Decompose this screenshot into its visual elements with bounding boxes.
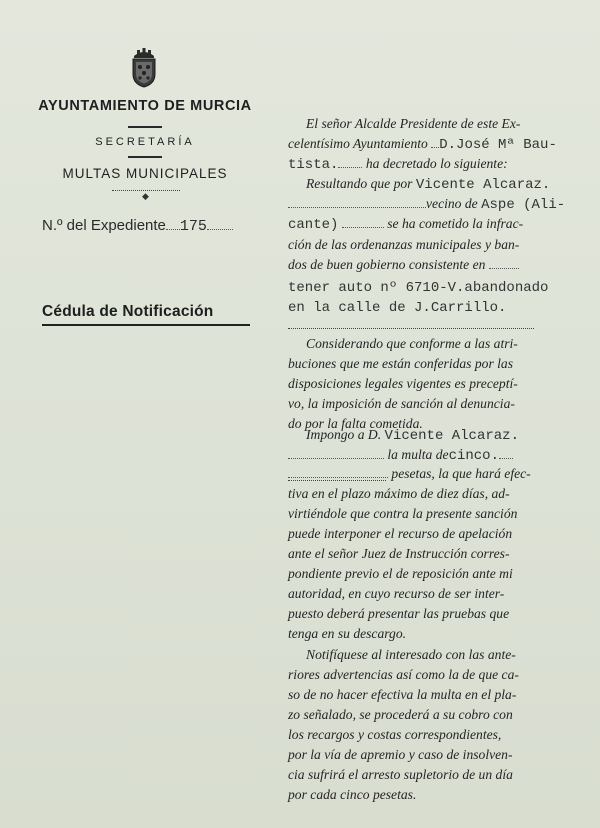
file-number-label: N.º del Expediente [42, 217, 166, 234]
typed-field-mayor: D.José Mª Bau- [439, 137, 557, 153]
body-line: tiva en el plazo máximo de diez días, ad- [288, 486, 510, 501]
coat-of-arms-icon [128, 46, 160, 88]
body-line: do por la falta cometida. [288, 416, 423, 431]
typed-field-residence: Aspe (Ali- [481, 197, 566, 213]
typed-field-offense: tener auto nº 6710-V.abandonado [288, 280, 549, 296]
file-number-line [42, 217, 233, 235]
body-line: vo, la imposición de sanción al denuncia- [288, 396, 515, 411]
body-line: pesetas, la que hará efec- [288, 466, 531, 482]
body-line: puede interponer el recurso de apelación [288, 526, 513, 541]
body-line: riores advertencias así como la de que ca- [288, 667, 519, 682]
typed-field-fined-person: Vicente Alcaraz. [384, 428, 519, 444]
municipality-title: AYUNTAMIENTO DE MURCIA [38, 98, 252, 114]
body-line: la multa decinco. [288, 447, 513, 464]
document-title: Cédula de Notificación [42, 303, 214, 320]
body-line: por la vía de apremio y caso de insolven- [288, 747, 513, 762]
title-underline [42, 324, 250, 326]
body-line: cia sufrirá el arresto supletorio de un día [288, 767, 513, 782]
body-line: Notifíquese al interesado con las ante- [306, 647, 516, 662]
body-line: zo señalado, se procederá a su cobro con [288, 707, 513, 722]
body-line: Resultando que por Vicente Alcaraz. [306, 176, 551, 193]
body-line: tista. ha decretado lo siguiente: [288, 156, 508, 173]
divider [128, 156, 162, 158]
body-line: ción de las ordenanzas municipales y ban- [288, 237, 520, 252]
body-line: los recargos y costas correspondientes, [288, 727, 502, 742]
body-line: buciones que me están conferidas por las [288, 356, 514, 371]
file-number-value: 175 [179, 218, 207, 235]
typed-field-offender: Vicente Alcaraz. [415, 177, 551, 193]
body-line: dos de buen gobierno consistente en [288, 257, 519, 273]
dotted-line [288, 328, 534, 329]
body-line: Impongo a D. Vicente Alcaraz. [306, 427, 519, 444]
body-line: virtiéndole que contra la presente sanción [288, 506, 518, 521]
body-line: El señor Alcalde Presidente de este Ex- [306, 116, 521, 131]
body-line: cante) se ha cometido la infrac- [288, 216, 524, 233]
body-line: ante el señor Juez de Instrucción corres- [288, 546, 510, 561]
section-label: MULTAS MUNICIPALES [62, 166, 228, 181]
body-line: celentísimo Ayuntamiento D.José Mª Bau- [288, 136, 557, 153]
ornament-icon: ◆ [142, 191, 149, 201]
typed-field-amount: cinco. [448, 448, 499, 464]
typed-field-location: en la calle de J.Carrillo. [288, 300, 507, 316]
body-line: Considerando que conforme a las atri- [306, 336, 518, 351]
body-line: disposiciones legales vigentes es preceptí- [288, 376, 518, 391]
body-line: vecino de Aspe (Ali- [288, 196, 565, 213]
body-line: pondiente previo el de reposición ante mi [288, 566, 513, 581]
body-line: puesto deberá presentar las pruebas que [288, 606, 510, 621]
body-line: por cada cinco pesetas. [288, 787, 417, 802]
divider [128, 126, 162, 128]
body-line: so de no hacer efectiva la multa en el pla- [288, 687, 517, 702]
department-label: SECRETARÍA [95, 136, 195, 148]
body-line: autoridad, en cuyo recurso de ser inter- [288, 586, 505, 601]
body-line: tenga en su descargo. [288, 626, 407, 641]
